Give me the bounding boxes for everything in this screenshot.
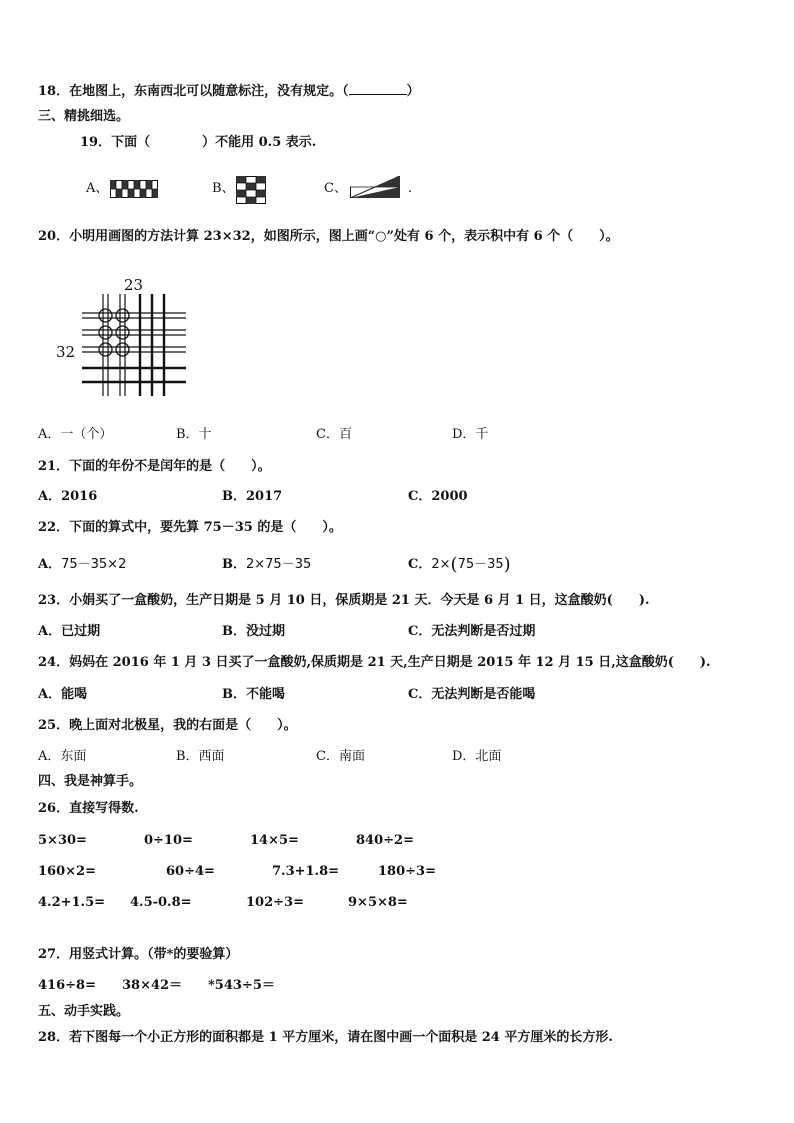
option-22-b-expr: 2×75－35 [246,557,312,572]
question-24: 24．妈妈在 2016 年 1 月 3 日买了一盒酸奶,保质期是 21 天,生产日期是 2015 年 12 月 15 日,这盒酸奶( ). [38,655,711,670]
option-22-a-label: A． [38,557,62,572]
option-22-a[interactable] [38,556,126,574]
option-25-b[interactable]: B．西面 [176,749,225,764]
right-paren: ) [503,554,511,575]
option-24-c[interactable]: C．无法判断是否能喝 [408,687,536,702]
figure-20-side-label: 32 [56,343,76,361]
left-paren: ( [450,554,458,575]
question-23: 23．小娟买了一盒酸奶，生产日期是 5 月 10 日，保质期是 21 天．今天是 6 月 1 日，这盒酸奶( ). [38,593,650,608]
section-3-title: 三、精挑细选。 [38,109,130,124]
option-24-a[interactable]: A．能喝 [38,687,88,702]
option-22-c-inner: 75－35 [457,557,504,572]
calc-item: 4.5-0.8= [130,895,192,910]
figure-19-c [350,176,400,198]
option-21-a[interactable]: A．2016 [38,489,98,504]
option-19-b-label: B、 [212,181,235,196]
section-5-title: 五、动手实践。 [38,1004,130,1019]
question-26: 26．直接写得数. [38,801,139,816]
option-24-b[interactable]: B．不能喝 [222,687,285,702]
option-22-a-expr: 75－35×2 [61,557,127,572]
calc-item: 180÷3= [378,864,436,879]
option-25-c[interactable]: C．南面 [316,749,365,764]
calc-item: 7.3+1.8= [272,864,340,879]
calc-item: 60÷4= [166,864,215,879]
option-23-a[interactable]: A．已过期 [38,624,101,639]
option-20-a[interactable]: A．一（个） [38,427,113,442]
question-19: 19．下面（ ）不能用 0.5 表示. [80,135,317,150]
option-19-a[interactable] [86,180,108,198]
option-22-c-prefix: 2× [431,557,451,572]
calc-item: 0÷10= [144,833,193,848]
option-25-d[interactable]: D．北面 [452,749,502,764]
figure-20-grid [80,292,188,400]
option-20-b[interactable]: B．十 [176,427,212,442]
figure-20-top-label: 23 [124,276,144,294]
calc-item: 102÷3= [246,895,304,910]
option-21-b[interactable]: B．2017 [222,489,283,504]
option-22-c[interactable] [408,556,511,574]
figure-19-b [236,176,266,204]
option-19-c-label: C、 [324,181,347,196]
option-19-a-label: A、 [86,181,109,196]
option-22-c-label: C． [408,557,432,572]
question-20: 20．小明用画图的方法计算 23×32，如图所示，图上画“○”处有 6 个，表示积中有 6 个（ ）。 [38,229,619,244]
vertical-calc-item: 38×42＝ [122,978,183,993]
figure-19-a [110,180,158,198]
section-4-title: 四、我是神算手。 [38,774,143,789]
calc-item: 5×30= [38,833,87,848]
vertical-calc-item: *543÷5＝ [208,978,275,993]
vertical-calc-item: 416÷8= [38,978,96,993]
option-19-c[interactable] [324,180,347,198]
question-22: 22．下面的算式中，要先算 75－35 的是（ ）。 [38,520,342,535]
option-22-b-label: B． [222,557,246,572]
calc-item: 14×5= [250,833,299,848]
question-18-text: 18．在地图上，东南西北可以随意标注，没有规定。（ [38,84,349,99]
calc-item: 9×5×8= [348,895,408,910]
answer-blank[interactable] [349,82,407,95]
option-20-c[interactable]: C．百 [316,427,352,442]
question-27: 27．用竖式计算。（带*的要验算） [38,947,239,962]
question-28: 28．若下图每一个小正方形的面积都是 1 平方厘米，请在图中画一个面积是 24 平方厘米的长方形. [38,1030,613,1045]
question-19-end: . [408,181,413,196]
question-18-close: ） [406,84,420,99]
question-21: 21．下面的年份不是闰年的是（ ）。 [38,459,271,474]
question-25: 25．晚上面对北极星，我的右面是（ ）。 [38,718,297,733]
question-18 [38,82,420,101]
option-25-a[interactable]: A．东面 [38,749,87,764]
calc-item: 840÷2= [356,833,414,848]
option-20-d[interactable]: D．千 [452,427,489,442]
calc-item: 4.2+1.5= [38,895,106,910]
option-19-b[interactable] [212,180,235,198]
option-22-b[interactable] [222,556,311,574]
option-21-c[interactable]: C．2000 [408,489,468,504]
calc-item: 160×2= [38,864,96,879]
option-23-b[interactable]: B．没过期 [222,624,285,639]
option-23-c[interactable]: C．无法判断是否过期 [408,624,536,639]
